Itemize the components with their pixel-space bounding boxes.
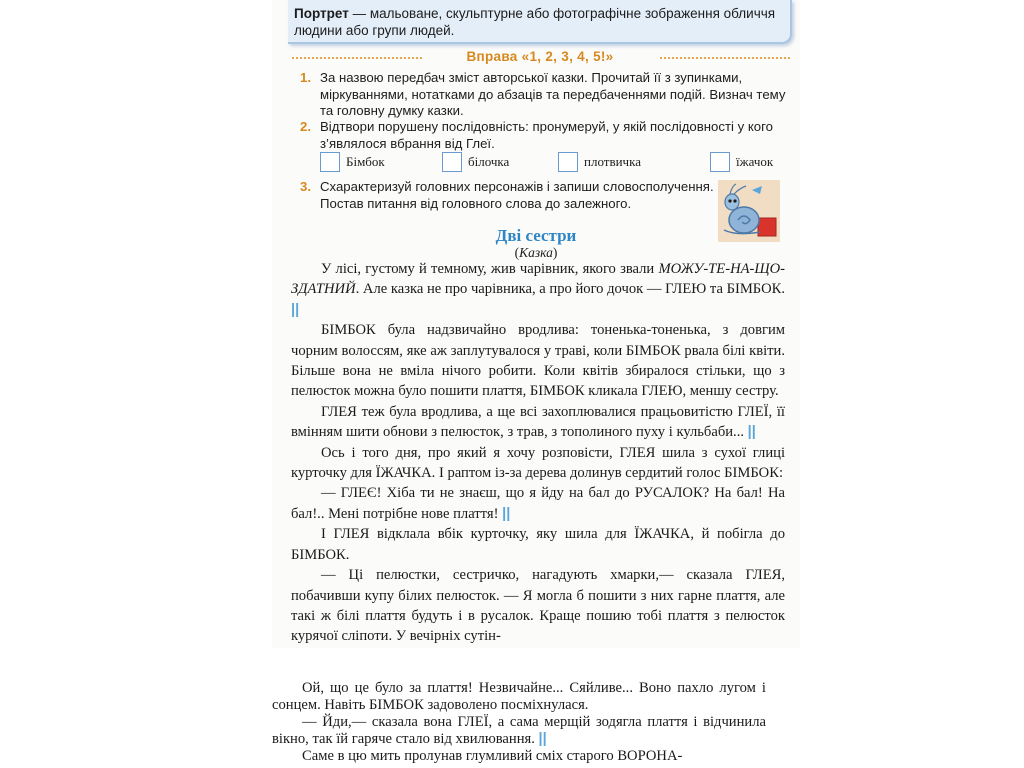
story-subtitle-text: Казка bbox=[519, 245, 553, 260]
paragraph-text: ГЛЕЯ теж була вродлива, а ще всі захоплювалися працьовитістю ГЛЕЇ, її вмінням шити обнови з пелюсток, з трав, з тополиного пуху і кульбаби... bbox=[291, 403, 785, 441]
number-box[interactable] bbox=[710, 152, 730, 172]
option-label: білочка bbox=[468, 154, 510, 169]
task-text: За назвою передбач зміст авторської казки. Прочитай її з зупинками, міркуваннями, нотатками до абзаців та передбаченнями подій. Визнач тему та головну думку казки. bbox=[320, 70, 786, 118]
paragraph-text: — ГЛЕЄ! Хіба ти не знаєш, що я йду на бал до РУСАЛОК? На бал! На бал!.. Мені потрібне нове плаття! bbox=[291, 485, 785, 522]
task-number: 1. bbox=[300, 70, 311, 85]
exercise-title: Вправа «1, 2, 3, 4, 5!» bbox=[466, 49, 614, 64]
number-box[interactable] bbox=[558, 152, 578, 172]
paragraph-text: БІМБОК була надзвичайно вродлива: тоненька-тоненька, з довгим чорним волоссям, яке аж заплутувалося у траві, коли БІМБОК рвала білі квіти. Більше вона не вміла нічого робити. Коли квітів збиралося стільки, що з пелюсток можна було пошити плаття, БІМБОК кликала ГЛЕЮ, меншу сестру. bbox=[291, 322, 785, 400]
task-text: Відтвори порушену послідовність: пронумеруй, у якій послідовності у кого з’являлося вбрання від Глеї. bbox=[320, 119, 773, 151]
paragraph-text: Ось і того дня, про який я хочу розповісти, ГЛЕЯ шила з сухої глиці курточку для ЇЖАЧКА. І раптом із-за дерева долинув сердитий голос БІМБОК: bbox=[291, 444, 785, 482]
story-paragraph bbox=[291, 259, 785, 320]
stop-marker: || bbox=[291, 301, 300, 318]
task-1 bbox=[300, 70, 788, 120]
paragraph-text: . Але казка не про чарівника, а про його дочок — ГЛЕЮ та БІМБОК. bbox=[355, 281, 785, 298]
story-paragraph bbox=[291, 565, 785, 647]
paragraph-text: Ой, що це було за плаття! Незвичайне... Сяйливе... Воно пахло лугом і сонцем. Навіть БІМБОК задоволено посміхнулася. bbox=[272, 680, 766, 713]
option-label: Бімбок bbox=[346, 154, 385, 169]
story-subtitle: (Казка) bbox=[514, 245, 558, 260]
story-text bbox=[291, 259, 785, 647]
story-paragraph bbox=[291, 320, 785, 402]
number-box[interactable] bbox=[320, 152, 340, 172]
definition-box bbox=[288, 0, 792, 44]
option-label: плотвичка bbox=[584, 154, 641, 169]
textbook-page bbox=[272, 0, 800, 648]
story-paragraph bbox=[272, 680, 766, 714]
exercise-title-bar bbox=[288, 48, 792, 68]
story-paragraph bbox=[291, 483, 785, 524]
paragraph-text: — Ці пелюстки, сестричко, нагадують хмарки,— сказала ГЛЕЯ, побачивши купу білих пелюсток. — Я могла б пошити з них гарне плаття, але такі ж білі плаття будуть і в русалок. Краще пошию тобі плаття з пелюсток курячої сліпоти. У вечірніх сутін- bbox=[291, 567, 785, 645]
task-2 bbox=[300, 119, 788, 152]
task-number: 2. bbox=[300, 119, 311, 134]
number-box[interactable] bbox=[442, 152, 462, 172]
story-title: Дві сестри bbox=[495, 226, 577, 245]
stop-marker: || bbox=[502, 505, 511, 522]
definition-term: Портрет bbox=[294, 6, 349, 21]
task-text: Схарактеризуй головних персонажів і запиши словосполучення. Постав питання від головного слова до залежного. bbox=[320, 179, 714, 211]
stop-marker: || bbox=[747, 424, 756, 441]
wizard-name: МОЖУ-ТЕ-НА-ЩО-ЗДАТНИЙ bbox=[291, 261, 785, 298]
definition-body: — мальоване, скульптурне або фотографічне зображення обличчя людини або групи людей. bbox=[294, 6, 776, 38]
definition-text bbox=[294, 5, 786, 39]
paragraph-text: Саме в цю мить пролунав глумливий сміх старого ВОРОНА- bbox=[302, 748, 683, 764]
story-paragraph bbox=[272, 714, 766, 748]
task-3 bbox=[300, 179, 714, 212]
paragraph-text: І ГЛЕЯ відклала вбік курточку, яку шила для ЇЖАЧКА, й побігла до БІМБОК. bbox=[291, 526, 785, 563]
next-page-text bbox=[272, 680, 766, 765]
story-paragraph bbox=[291, 443, 785, 484]
task-number: 3. bbox=[300, 179, 311, 194]
story-paragraph bbox=[291, 402, 785, 443]
option-label: їжачок bbox=[736, 154, 774, 169]
paragraph-text: У лісі, густому й темному, жив чарівник, якого звали bbox=[321, 261, 659, 277]
stop-marker: || bbox=[538, 731, 547, 747]
story-paragraph bbox=[291, 524, 785, 565]
paragraph-text: — Йди,— сказала вона ГЛЕЇ, а сама мерщій зодягла плаття і відчинила вікно, так їй гаряче стало від хвилювання. bbox=[272, 714, 766, 747]
story-paragraph bbox=[272, 748, 766, 765]
